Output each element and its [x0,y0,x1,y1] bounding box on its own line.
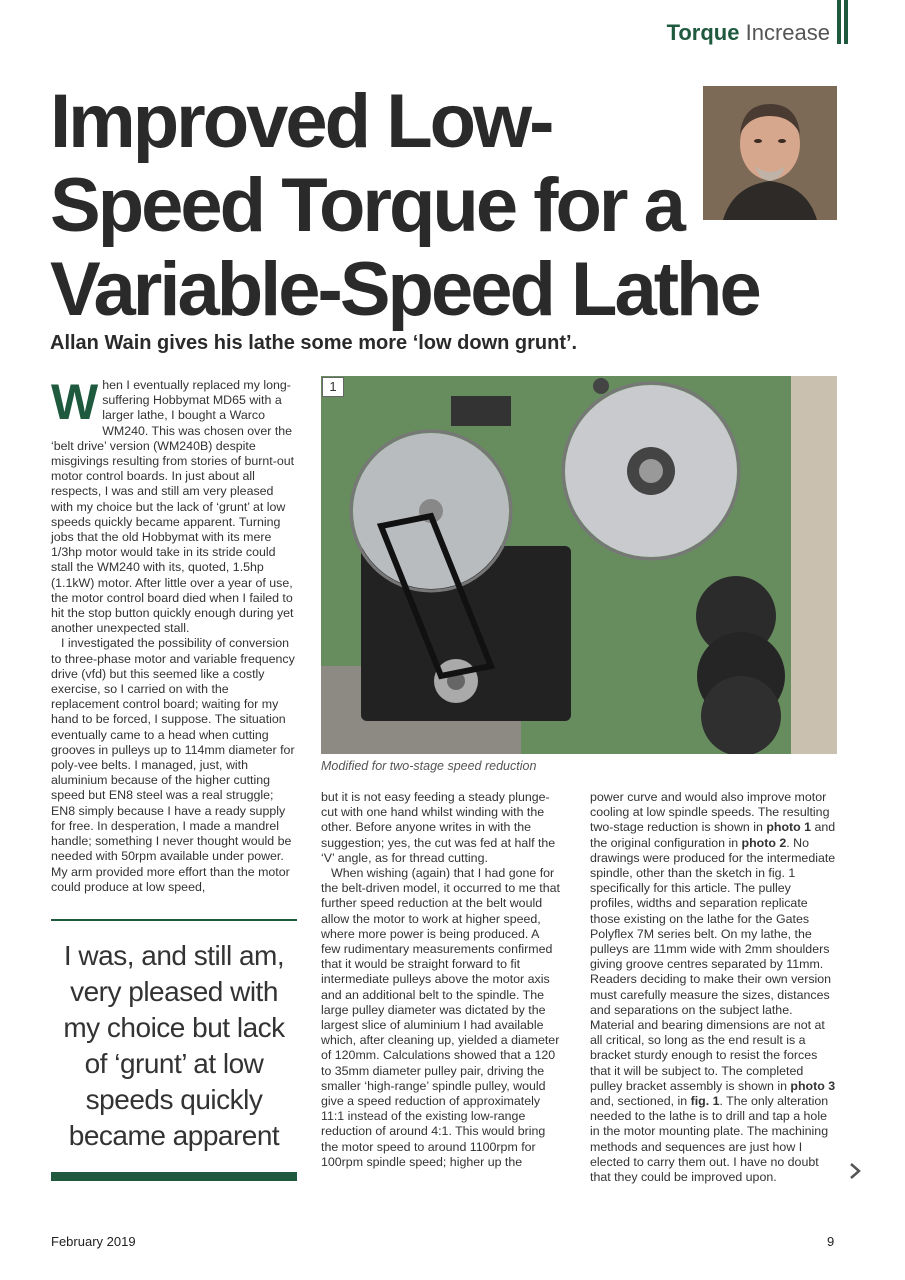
photo-3-ref: photo 3 [790,1078,836,1093]
p5-text-d: and, sectioned, in [590,1094,691,1109]
paragraph-5 [590,790,836,1185]
page-title [50,80,770,332]
p5-text-a: power curve and would also improve motor cooling at low spindle speeds. The resulting two-stage reduction is shown in [590,790,830,835]
drop-cap: W [51,374,99,430]
photo-1 [321,376,837,754]
section-tag-bold: Torque [666,20,740,45]
paragraph-2: I investigated the possibility of conversion to three-phase motor and variable frequency drive (vfd) but this seemed like a costly exercise, so I carried on with the replacement control board; waiting for my hand to be forced, I suppose. The situation eventually came to a head when cutting grooves in pulleys up to 114mm diameter for poly-vee belts. I managed, just, with aluminium because of the higher cutting speed but EN8 steel was a real struggle; EN8 simply because I have a ready supply for free. In desperation, I made a mandrel handle; something I never thought would be needed with 50rpm available under power. My arm provided more effort than the motor could produce at low speed, [51,636,295,894]
paragraph-4: When wishing (again) that I had gone for the belt-driven model, it occurred to me that further speed reduction at the belt would allow the motor to work at higher speed, where more power is being produced. A few rudimentary measurements confirmed that it would be straight forward to fit intermediate pulleys above the motor axis and an additional belt to the spindle. The large pulley diameter was dictated by the largest slice of aluminium I had available which, after cleaning up, yielded a diameter of 120mm. Calculations showed that a 120 to 35mm diameter pulley pair, driving the smaller ‘high-range’ spindle pulley, would give a speed reduction of approximately 11:1 instead of the existing low-range reduction of around 4:1. This would bring the motor speed to around 1100rpm for 100rpm spindle speed; higher up the [321,866,560,1169]
p5-text-e: . The only alteration needed to the lathe is to drill and tap a hole in the motor mounting plate. The machining methods and sequences are just how I elected to carry them out. I have no doubt that they could be improved upon. [590,1094,829,1185]
page-number: 9 [827,1234,835,1249]
standfirst: Allan Wain gives his lathe some more ‘low down grunt’. [50,332,578,354]
photo-number: 1 [322,377,344,397]
body-column-3 [590,790,836,1185]
title-line-1: Improved Low- [50,79,552,164]
p5-text-b: and the original configuration in [590,820,836,850]
footer-date: February 2019 [51,1234,136,1249]
section-tag [667,20,830,46]
photo-2-ref: photo 2 [741,835,787,850]
body-column-2 [321,790,561,1170]
body-column-1 [51,374,297,895]
paragraph-3: but it is not easy feeding a steady plunge-cut with one hand whilst winding with the other. Before anyone writes in with the suggestion; yes, the cut was fed at half the ‘V’ angle, as for thread cutting. [321,790,556,865]
header-bar-left [837,0,841,44]
title-line-2: Speed Torque for a [50,163,683,248]
photo-caption: Modified for two-stage speed reduction [321,759,537,773]
photo-1-ref: photo 1 [766,820,812,835]
pullquote: I was, and still am, very pleased with my choice but lack of ‘grunt’ at low speeds quickly became apparent [63,940,285,1151]
title-line-3: Variable-Speed Lathe [50,247,759,332]
paragraph-1-text: hen I eventually replaced my long-suffering Hobbymat MD65 with a larger lathe, I bought a Warco WM240. This was chosen over the ‘belt drive’ version (WM240B) despite misgivings resulting from stories of burnt-out motor control boards. In just about all respects, I was and still am very pleased with my choice but the lack of ‘grunt’ at low speeds quickly became apparent. Turning jobs that the old Hobbymat with its mere 1/3hp motor would take in its stride could stall the WM240 with its, quoted, 1.5hp (1.1kW) motor. After little over a year of use, the motor control board died when I failed to hit the stop button quickly enough during yet another unexpected stall. [51,378,295,636]
p5-text-c: . No drawings were produced for the intermediate spindle, other than the sketch in fig. 1 specifically for this article. The pulley profiles, widths and separation replicate those existing on the lathe for the Gates Polyflex 7M series belt. On my lathe, the pulleys are 11mm wide with 2mm shoulders giving groove centres separated by 11mm. Readers deciding to make their own version must carefully measure the sizes, distances and separations on the subject lathe. Material and bearing dimensions are not at all critical, so long as the end result is a bracket sturdy enough to resist the forces that it will be subject to. The completed pulley bracket assembly is shown in [590,835,836,1093]
paragraph-1 [51,374,297,636]
pullquote-rule-bottom [51,1172,297,1181]
header-bar-right [844,0,848,44]
pullquote-rule-top [51,919,297,921]
chevron-right-icon[interactable] [845,1162,865,1184]
fig-1-ref: fig. 1 [690,1094,720,1109]
section-tag-rest: Increase [745,20,830,45]
author-portrait [703,86,837,220]
